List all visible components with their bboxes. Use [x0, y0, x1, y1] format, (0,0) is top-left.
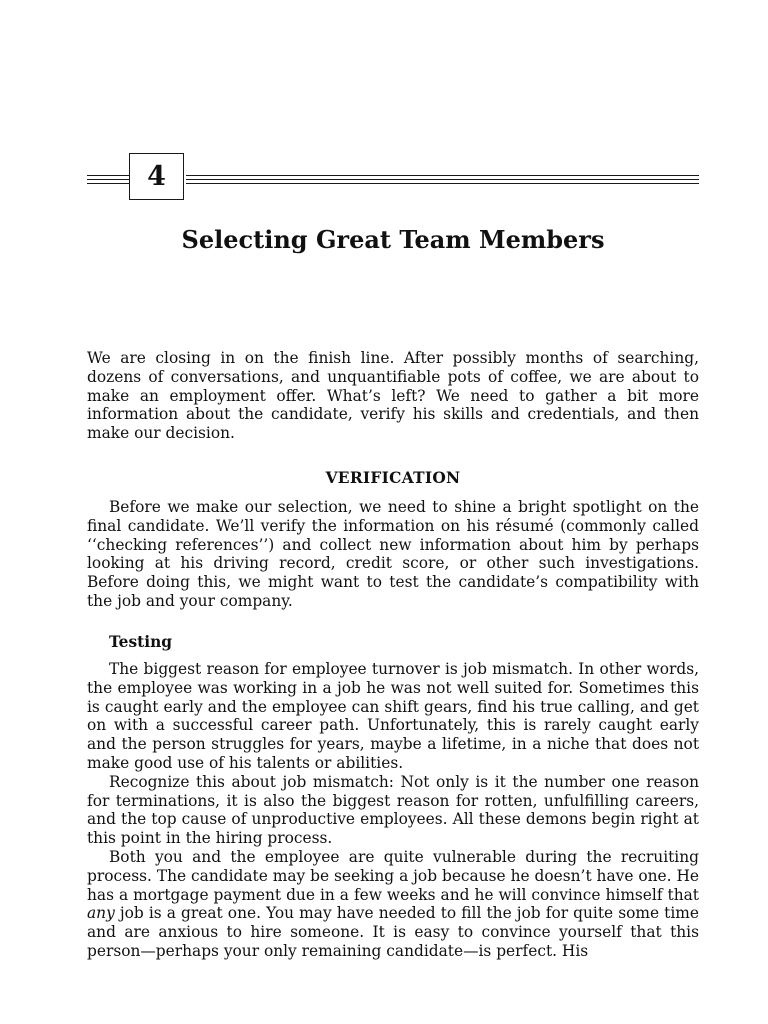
- verification-heading: VERIFICATION: [325, 469, 461, 487]
- testing-section: [87, 660, 699, 961]
- chapter-rule-right: [186, 173, 699, 187]
- chapter-number: 4: [147, 161, 166, 192]
- testing-paragraph-3-part-1: Both you and the employee are quite vulnerable during the recruiting process. The candidate may be seeking a job because he doesn’t have one. He has a mortgage payment due in a few weeks and he will convince himself that: [87, 847, 699, 904]
- chapter-rule-left: [87, 173, 129, 187]
- testing-paragraph-1: The biggest reason for employee turnover is job mismatch. In other words, the employee was working in a job he was not well suited for. Sometimes this is caught early and the employee can shift gears, find his true calling, and get on with a successful career path. Unfortunately, this is rarely caught early and the person struggles for years, maybe a lifetime, in a niche that does not make good use of his talents or abilities.: [87, 660, 699, 772]
- verification-paragraph: Before we make our selection, we need to shine a bright spotlight on the final candidate. We’ll verify the information on his résumé (commonly called ‘‘checking references’’) and collect new information about him by perhaps looking at his driving record, credit score, or other such investigations. Before doing this, we might want to test the candidate’s compatibility with the job and your company.: [87, 498, 699, 610]
- testing-paragraph-3-emphasis: any: [87, 904, 115, 923]
- chapter-title: Selecting Great Team Members: [181, 225, 605, 254]
- verification-section: [87, 498, 699, 611]
- testing-paragraph-2: Recognize this about job mismatch: Not only is it the number one reason for terminations, it is also the biggest reason for rotten, unfulfilling careers, and the top cause of unproductive employees. All these demons begin right at this point in the hiring process.: [87, 772, 699, 848]
- chapter-number-box: [129, 153, 184, 200]
- testing-paragraph-3-part-2: job is a great one. You may have needed to fill the job for quite some time and are anxious to hire someone. It is easy to convince yourself that this person—perhaps your only remaining candidate—is perfect. His: [87, 904, 699, 960]
- intro-paragraph: We are closing in on the finish line. After possibly months of searching, dozens of conversations, and unquantifiable pots of coffee, we are about to make an employment offer. What’s left? We need to gather a bit more information about the candidate, verify his skills and credentials, and then make our decision.: [87, 349, 699, 443]
- testing-paragraph-3: [87, 848, 699, 961]
- testing-heading: Testing: [109, 633, 173, 651]
- intro-section: [87, 349, 699, 443]
